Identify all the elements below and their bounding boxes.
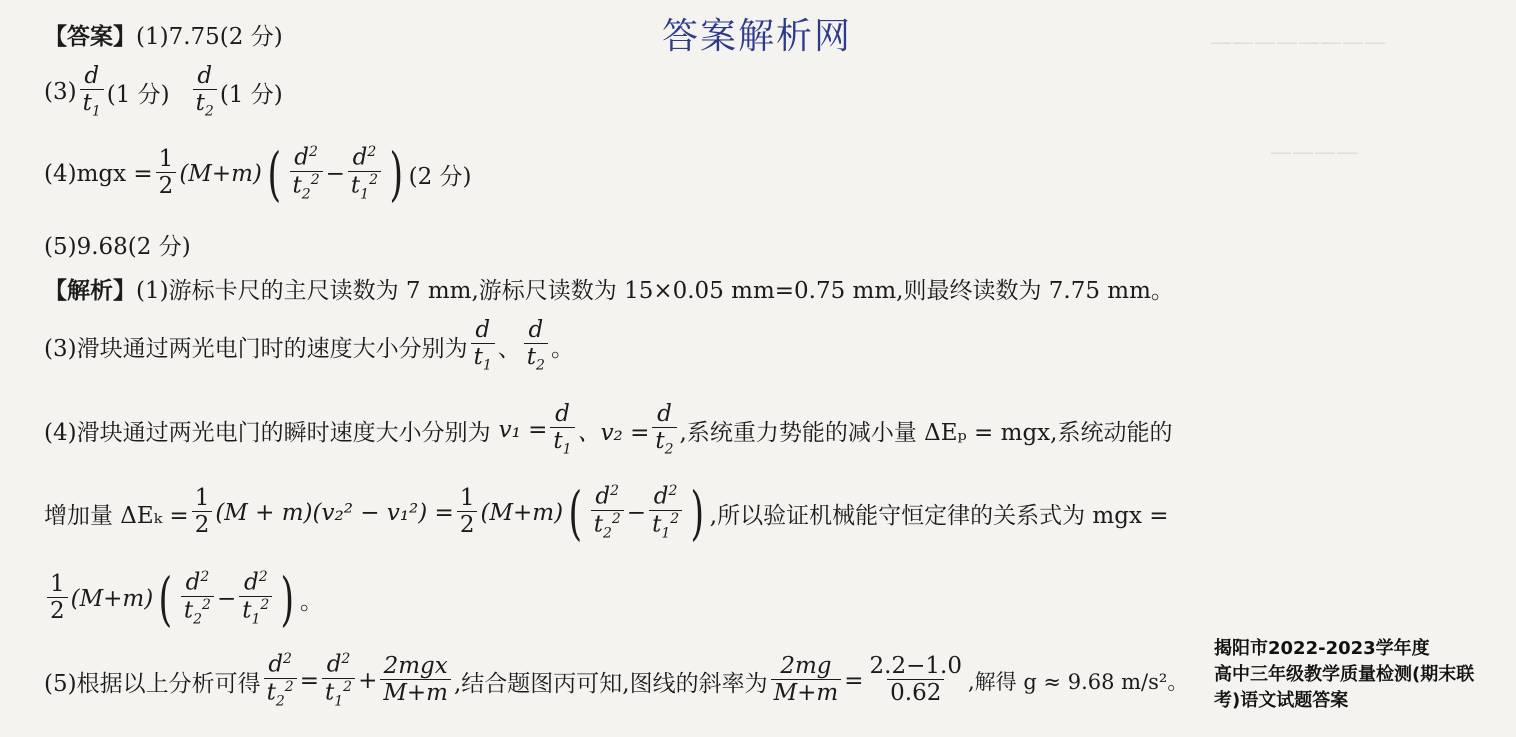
fraction-d-t2: $\frac{d}{t_2}$ bbox=[193, 64, 217, 121]
site-watermark: 答案解析网 bbox=[662, 16, 853, 57]
fraction-half: $\frac{1}{2}$ bbox=[457, 486, 478, 540]
analysis-line-4c: $\frac{1}{2}$ (M+m) ( $\frac{d^2}{t_2^2}$ − $\frac{d^2}{t_1^2}$ ) 。 bbox=[44, 570, 323, 628]
fraction-d2-t22: $\frac{d^2}{t_2^2}$ bbox=[264, 652, 297, 710]
analysis-4b-text: 增加量 ΔEₖ = bbox=[44, 502, 189, 529]
answer-line-3 bbox=[44, 64, 283, 121]
caption-line-3: 考)语文试题答案 bbox=[1214, 690, 1349, 711]
bleed-through-text: ———— bbox=[1270, 140, 1358, 165]
answer-line-1 bbox=[44, 18, 283, 51]
answer-line-4: (4)mgx = $\frac{1}{2}$ (M+m) ( $\frac{d^2}{t_2^2}$ − $\frac{d^2}{t_1^2}$ ) (2 分) bbox=[44, 140, 472, 208]
analysis-line-4b: 增加量 ΔEₖ = $\frac{1}{2}$ (M + m)(v₂² − v₁²) = $\frac{1}{2}$ (M+m) ( $\frac{d^2}{t_2^2}$ − $\frac{d^2}{t_1^2}$ ) ,所以验证机械能守恒定律的关系式为 mgx = bbox=[44, 479, 1169, 547]
separator: 、 bbox=[497, 335, 521, 362]
fraction-d-t2: $\frac{d}{t_2}$ bbox=[524, 318, 548, 375]
caption-line-1: 揭阳市2022-2023学年度 bbox=[1214, 638, 1430, 659]
answer-5: (5)9.68(2 分) bbox=[44, 234, 191, 260]
fraction-d-t1: $\frac{d}{t_1}$ bbox=[550, 402, 574, 459]
analysis-4-end: ,系统重力势能的减小量 ΔEₚ = mgx,系统动能的 bbox=[679, 419, 1173, 446]
slope-fraction bbox=[867, 654, 965, 708]
answer-3-score-1: (1 分) bbox=[106, 81, 170, 108]
v1-label: v₁ = bbox=[498, 417, 548, 444]
period: 。 bbox=[550, 335, 574, 362]
fraction-d2-t12: $\frac{d^2}{t_1^2}$ bbox=[649, 484, 682, 542]
answer-1: (1)7.75(2 分) bbox=[136, 24, 283, 50]
answer-line-5 bbox=[44, 228, 191, 261]
analysis-line-3 bbox=[44, 318, 574, 375]
fraction-half: $\frac{1}{2}$ bbox=[192, 486, 213, 540]
analysis-5-end: ,解得 g ≈ 9.68 m/s²。 bbox=[967, 670, 1189, 694]
fraction-d2-t22: $\frac{d^2}{t_2^2}$ bbox=[591, 484, 624, 542]
analysis-tag: 【解析】 bbox=[44, 278, 136, 304]
fraction-d2-t22: $\frac{d^2}{t_2^2}$ bbox=[181, 570, 214, 628]
fraction-half: $\frac{1}{2}$ bbox=[156, 147, 177, 201]
analysis-3-text: (3)滑块通过两光电门时的速度大小分别为 bbox=[44, 335, 468, 362]
fraction-2mgx: $\frac{\text{2mgx}}{M+m}$ bbox=[380, 654, 451, 708]
answer-3-score-2: (1 分) bbox=[219, 81, 283, 108]
equals: = bbox=[844, 668, 864, 694]
slope-denominator: 0.62 bbox=[887, 679, 944, 708]
fraction-d2-t22: $\frac{d^2}{t_2^2}$ bbox=[290, 145, 323, 203]
caption-line-2: 高中三年级教学质量检测(期末联 bbox=[1214, 664, 1475, 685]
fraction-d-t2: $\frac{d}{t_2}$ bbox=[652, 402, 676, 459]
v2-label: 、v₂ = bbox=[577, 419, 650, 446]
fraction-d-t1: $\frac{d}{t_1}$ bbox=[471, 318, 495, 375]
analysis-4-text: (4)滑块通过两光电门的瞬时速度大小分别为 bbox=[44, 419, 491, 446]
analysis-5-mid: ,结合题图丙可知,图线的斜率为 bbox=[453, 670, 768, 697]
fraction-d2-t12: $\frac{d^2}{t_1^2}$ bbox=[322, 652, 355, 710]
fraction-d2-t12: $\frac{d^2}{t_1^2}$ bbox=[239, 570, 272, 628]
answer-tag: 【答案】 bbox=[44, 24, 136, 50]
fraction-d2-t12: $\frac{d^2}{t_1^2}$ bbox=[348, 145, 381, 203]
analysis-4b-end: ,所以验证机械能守恒定律的关系式为 mgx = bbox=[709, 502, 1169, 529]
fraction-d-t1: $\frac{d}{t_1}$ bbox=[80, 64, 104, 121]
analysis-5-text: (5)根据以上分析可得 bbox=[44, 670, 261, 697]
analysis-line-5 bbox=[44, 652, 1188, 710]
source-caption bbox=[1214, 636, 1474, 714]
answer-3-label: (3) bbox=[44, 79, 77, 106]
analysis-line-1 bbox=[44, 272, 1174, 305]
fraction-half: $\frac{1}{2}$ bbox=[47, 572, 68, 626]
plus: + bbox=[358, 668, 378, 694]
equals: = bbox=[299, 668, 319, 694]
answer-4-label: (4)mgx = bbox=[44, 161, 153, 187]
period: 。 bbox=[299, 588, 323, 615]
analysis-1: (1)游标卡尺的主尺读数为 7 mm,游标尺读数为 15×0.05 mm=0.75 mm,则最终读数为 7.75 mm。 bbox=[136, 278, 1174, 304]
fraction-2mg: $\frac{2mg}{M+m}$ bbox=[771, 654, 842, 708]
slope-numerator: 2.2−1.0 bbox=[869, 653, 962, 680]
answer-4-score: (2 分) bbox=[408, 163, 472, 190]
kinetic-expression: (M + m)(v₂² − v₁²) = bbox=[215, 500, 454, 526]
bleed-through-text: ———————— bbox=[1210, 30, 1386, 55]
analysis-line-4 bbox=[44, 402, 1172, 459]
